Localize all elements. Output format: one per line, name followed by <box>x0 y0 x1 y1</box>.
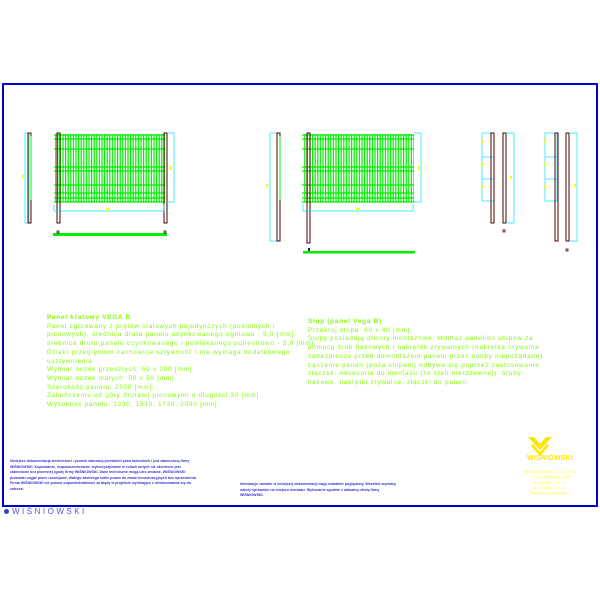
company-name: WIŚNIOWSKI Sp. z o.o. S.K.A. <box>523 470 577 474</box>
post-description-line: pomocą śrub hakowych i nakrętek zrywalnych (nakrętka zrywalna <box>308 344 540 352</box>
post-description <box>308 318 545 388</box>
post-description-line: hakowe, nakrętki zrywalne, złączki do paneli. <box>308 378 470 386</box>
wisniowski-logo-icon <box>528 437 552 456</box>
panel-description-line: Zakończenie od góry drutami pionowymi o długości 30 [mm]. <box>47 392 262 400</box>
panel-description-line: Dzięki przegięciom zachowuje sztywność i nie wymaga dodatkowego <box>47 348 291 356</box>
company-fax: fax. (018) 44 77 112 <box>533 485 567 490</box>
post-description-line: Łączenie paneli (poza słupem) odbywa się poprzez zastosowanie <box>308 361 540 369</box>
panel-description-line: Wysokość panelu: 1230, 1530, 1730, 2030 [mm]. <box>47 401 220 409</box>
panel-description-line: Wymiar oczek małych: 50 x 50 [mm]. <box>47 374 178 382</box>
view-1-side <box>22 133 31 223</box>
panel-description-title: Panel kratowy VEGA B <box>47 314 132 321</box>
view-1-top <box>53 231 167 236</box>
view-1-front <box>54 133 174 223</box>
view-2-side <box>266 133 280 241</box>
panel-description <box>47 314 316 410</box>
company-info <box>512 470 588 496</box>
legal-note-center: Informacje zawarte w niniejszej dokumentacji mają charakter poglądowy. Wszelkie wymiary należy sprawdzić na miejscu montażu. Wykonanie zgodnie z aktualną ofertą firmy WIŚNIOWSKI. <box>240 482 396 497</box>
footer-brand <box>4 507 87 516</box>
company-address: 33-311 Wielogłowy 153 <box>530 475 570 480</box>
view-2-top <box>303 248 415 254</box>
company-website: http://www.wisniowski.pl <box>529 491 571 496</box>
panel-description-line: pionowych), średnica druta panelu ocynkowanego ogniowo - 5,0 [mm], <box>47 331 297 339</box>
post-detail-2 <box>544 133 577 251</box>
post-description-line: zabezpiecza przed demontażem panelu przez osoby niepożądane). <box>308 352 546 360</box>
company-phone: tel. (018) 44 77 111 <box>533 480 567 485</box>
post-detail-1 <box>481 133 514 232</box>
panel-description-line: Panel zgrzewany z prętów stalowych pojedynczych (poziomych i <box>47 322 275 330</box>
panel-description-line: Szerokość panelu: 2500 [mm]. <box>47 383 155 391</box>
panel-description-line: usztywnienia. <box>47 357 96 365</box>
legal-note-left: Niniejsze dokumentacja techniczna i rysunek stanowią przedmiot praw autorskich i jest własnością firmy WIŚNIOWSKI. Kopiowanie, rozpowszechnianie, wykorzystywanie w celach innych niż określone jest zabronione bez pisemnej zgody firmy WIŚNIOWSKI. Dane techniczne mogą ulec zmianie. WIŚNIOWSKI prowadzi ciągłe prace rozwojowe, dlatego zastrzega sobie prawo do zmian konstrukcyjnych bez uprzedzenia. Firma WIŚNIOWSKI nie ponosi odpowiedzialności za błędy w projekcie wynikające z niestosowania się do zaleceń. <box>10 459 197 491</box>
logo-brand-text: WIŚNIOWSKI <box>527 455 573 462</box>
panel-description-line: średnica drutu panelu ocynkowanego i powlekanego poliestrowo - 5,0 [mm]. <box>47 340 317 348</box>
post-description-line: Przekrój słupa: 60 x 40 [mm]. <box>308 326 413 334</box>
brand-dot-icon <box>4 509 9 514</box>
post-description-line: Słupy posiadają otwory montażowe. Montaż panelido słupów za <box>308 335 534 343</box>
panel-description-line: Wymiar oczek grzesztych: 50 x 200 [mm]. <box>47 366 195 374</box>
footer-brand-text: WIŚNIOWSKI <box>12 507 87 516</box>
post-description-line: złączek. Akcesoria do montażu (ze stali nierdzewnej): śruby <box>308 370 522 378</box>
post-description-title: Słup (panel Vega B) <box>308 318 382 325</box>
view-2-front <box>302 133 421 243</box>
